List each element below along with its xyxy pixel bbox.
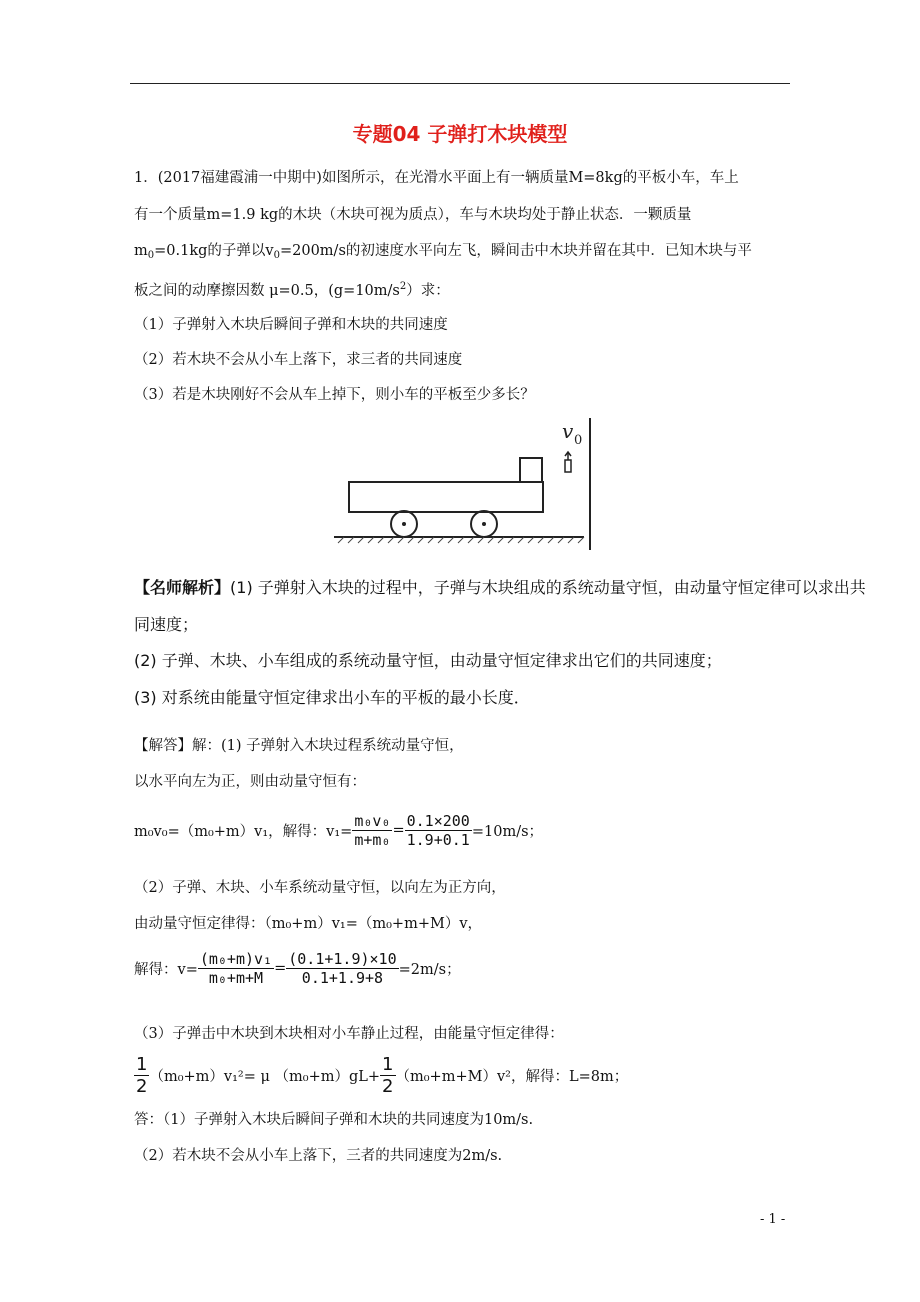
- text-part: =0.1kg的子弹以v: [154, 243, 274, 259]
- cart-plank: [349, 482, 543, 512]
- fraction: [405, 812, 472, 849]
- fraction-numerator: m₀v₀: [354, 812, 391, 830]
- problem-line-4: [134, 277, 450, 301]
- solution-s1: 【解答】解：(1) 子弹射入木块过程系统动量守恒，: [134, 738, 464, 754]
- fraction-denominator: 0.1+1.9+8: [301, 969, 384, 987]
- page-title: 专题04 子弹打木块模型: [352, 122, 568, 146]
- eq3-part2: （m₀+m+M）v²，解得：L=8m；: [395, 1069, 629, 1085]
- analysis-p1b: 同速度；: [134, 615, 199, 634]
- bullet-icon: [565, 452, 571, 472]
- solution-s5: （3）子弹击中木块到木块相对小车静止过程，由能量守恒定律得：: [134, 1026, 564, 1042]
- question-2: （2）若木块不会从小车上落下，求三者的共同速度: [134, 352, 463, 368]
- eq2-left: 解得：v=: [134, 962, 198, 978]
- analysis-text: (1) 子弹射入木块的过程中，子弹与木块组成的系统动量守恒，由动量守恒定律可以求出共: [230, 578, 866, 597]
- fraction: [286, 950, 398, 987]
- fraction-denominator: m₀+m+M: [208, 969, 264, 987]
- half-fraction: [134, 1054, 149, 1097]
- half-fraction: [380, 1054, 395, 1097]
- eq3-part1: （m₀+m）v₁²= μ （m₀+m）gL+: [149, 1069, 381, 1085]
- equation-1: m₀v₀=（m₀+m）v₁，解得：v₁= $\frac{\text{m₀v₀}}{\text{m+m₀}}$ = $\frac{0.1\times 200}{1.9+0.1}$ =10m/s；: [134, 812, 544, 849]
- analysis-p2: (2) 子弹、木块、小车组成的系统动量守恒，由动量守恒定律求出它们的共同速度；: [134, 651, 722, 670]
- fraction-numerator: 0.1×200: [406, 812, 470, 830]
- sup-2: 2: [399, 281, 407, 292]
- fraction-numerator: 1: [136, 1054, 148, 1075]
- question-3: （3）若是木块刚好不会从车上掉下，则小车的平板至少多长？: [134, 387, 535, 403]
- eq1-left: m₀v₀=（m₀+m）v₁，解得：v₁=: [134, 824, 353, 840]
- page-number: - 1 -: [760, 1212, 786, 1227]
- fraction: [198, 950, 274, 987]
- fraction-denominator: 1.9+0.1: [406, 831, 470, 849]
- question-1: （1）子弹射入木块后瞬间子弹和木块的共同速度: [134, 317, 448, 333]
- text-part: =200m/s的初速度水平向左飞，瞬间击中木块并留在其中．已知木块与平: [279, 243, 752, 259]
- text-m: m: [134, 243, 148, 259]
- problem-line-3: [134, 241, 752, 266]
- solution-s2: 以水平向左为正，则由动量守恒有：: [134, 774, 366, 790]
- fraction-numerator: (m₀+m)v₁: [199, 950, 273, 968]
- analysis-p3: (3) 对系统由能量守恒定律求出小车的平板的最小长度．: [134, 688, 530, 707]
- wooden-block: [520, 458, 542, 482]
- fraction-numerator: (0.1+1.9)×10: [288, 950, 397, 968]
- eq2-right: =2m/s；: [398, 962, 461, 978]
- header-rule: [130, 83, 790, 84]
- fraction-denominator: 2: [136, 1076, 148, 1097]
- answer-1: 答：（1）子弹射入木块后瞬间子弹和木块的共同速度为10m/s.: [134, 1112, 534, 1128]
- sub-0: 0: [273, 250, 280, 261]
- problem-line-1: 1．(2017福建霞浦一中期中)如图所示，在光滑水平面上有一辆质量M=8kg的平板小车，车上: [134, 170, 739, 186]
- fraction-numerator: 1: [382, 1054, 394, 1075]
- cart-figure: [334, 418, 604, 553]
- text-part: ）求：: [406, 283, 450, 299]
- text-part: 板之间的动摩擦因数 μ=0.5，(g=10m/s: [134, 283, 400, 299]
- analysis-p1a: [134, 578, 866, 598]
- velocity-label: v: [562, 419, 574, 443]
- fraction-denominator: 2: [382, 1076, 394, 1097]
- solution-s4: 由动量守恒定律得：（m₀+m）v₁=（m₀+m+M）v，: [134, 916, 483, 932]
- eq1-right: =10m/s；: [471, 824, 544, 840]
- equation-3: [134, 1054, 628, 1097]
- velocity-subscript: 0: [574, 433, 583, 448]
- solution-s3: （2）子弹、木块、小车系统动量守恒，以向左为正方向，: [134, 880, 506, 896]
- fraction-denominator: m+m₀: [354, 831, 391, 849]
- equation-2: 解得：v= $\frac{\text{(m₀+m)v₁}}{\text{m₀+m+M}}$ = $\frac{(0.1+1.9)\times 10}{0.1+1.9+8}$ =2m/s；: [134, 950, 461, 987]
- fraction: [352, 812, 392, 849]
- analysis-tag: 【名师解析】: [134, 578, 231, 597]
- sub-0: 0: [147, 250, 155, 261]
- problem-line-2: 有一个质量m=1.9 kg的木块（木块可视为质点），车与木块均处于静止状态．一颗质量: [134, 207, 692, 223]
- answer-2: （2）若木块不会从小车上落下，三者的共同速度为2m/s.: [134, 1148, 503, 1164]
